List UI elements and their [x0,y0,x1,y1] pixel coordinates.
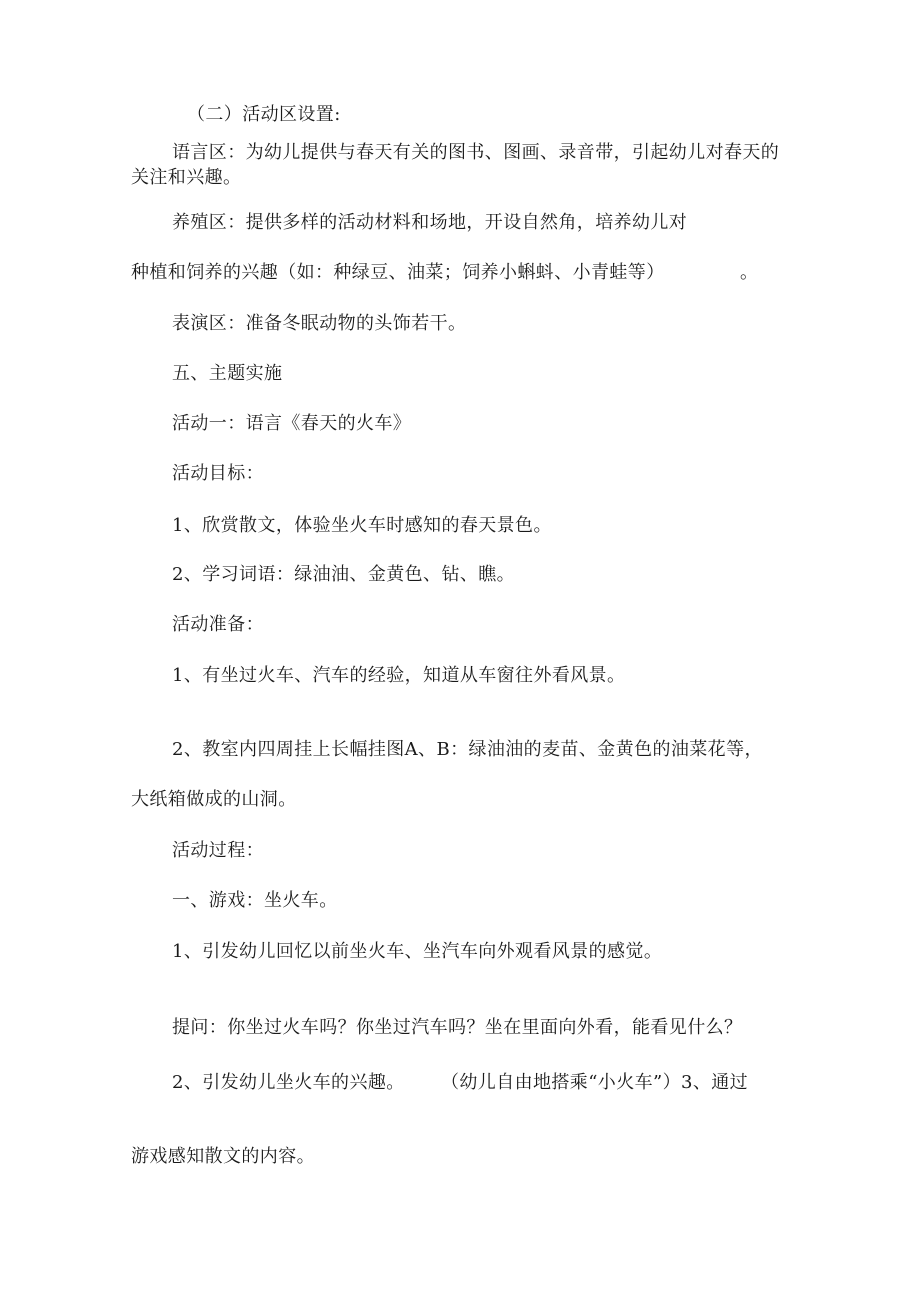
step-heading: 一、游戏：坐火车。 [172,890,338,911]
subheading: 活动目标： [172,463,264,484]
subheading: 活动过程： [172,840,264,861]
list-item: 1、引发幼儿回忆以前坐火车、坐汽车向外观看风景的感觉。 [172,941,663,962]
activity-title: 活动一：语言《春天的火车》 [172,413,412,434]
paragraph-line: 关注和兴趣。 [131,167,242,188]
paragraph-line: 提问：你坐过火车吗？你坐过汽车吗？坐在里面向外看，能看见什么？ [172,1017,743,1038]
paragraph-line: 。 [740,262,759,283]
list-item: 1、有坐过火车、汽车的经验，知道从车窗往外看风景。 [172,665,626,686]
paragraph-line: 养殖区：提供多样的活动材料和场地，开设自然角，培养幼儿对 [172,212,688,233]
subheading: 活动准备： [172,614,264,635]
section-heading: 五、主题实施 [172,363,283,384]
paragraph-line: 大纸箱做成的山洞。 [131,789,297,810]
paragraph-line: 游戏感知散文的内容。 [131,1146,315,1167]
paragraph-line: 种植和饲养的兴趣（如：种绿豆、油菜；饲养小蝌蚪、小青蛙等） [131,262,665,283]
paragraph-line: （幼儿自由地搭乘“小火车”）3、通过 [441,1072,749,1093]
list-item: 2、学习词语：绿油油、金黄色、钻、瞧。 [172,564,516,585]
paragraph-line: 表演区：准备冬眠动物的头饰若干。 [172,313,467,334]
list-item: 2、引发幼儿坐火车的兴趣。 [172,1072,405,1093]
section-heading: （二）活动区设置: [187,104,341,125]
paragraph-line: 语言区：为幼儿提供与春天有关的图书、图画、录音带，引起幼儿对春天的 [172,142,780,163]
list-item: 2、教室内四周挂上长幅挂图A、B：绿油油的麦苗、金黄色的油菜花等， [172,739,763,760]
list-item: 1、欣赏散文，体验坐火车时感知的春天景色。 [172,515,552,536]
